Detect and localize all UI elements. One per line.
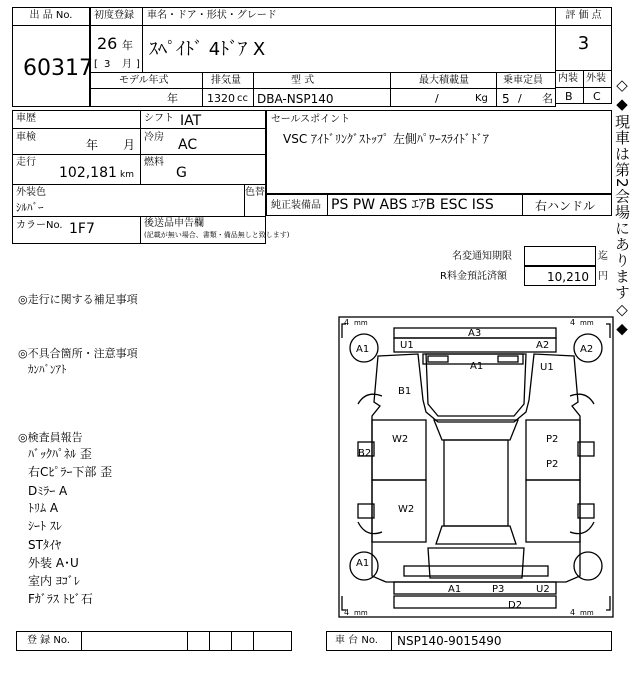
mark-u1-top: U1 — [400, 340, 414, 351]
first-reg-year: 26 — [97, 34, 118, 53]
genuine-box — [266, 194, 612, 216]
divider — [253, 73, 254, 106]
divider — [91, 88, 555, 89]
max-load-label: 最大積載量 — [419, 75, 469, 86]
tire-unit-rl: mm — [354, 609, 368, 617]
shift-label: シフト — [144, 113, 174, 124]
recycle-value: 10,210 — [547, 270, 589, 284]
right-front-door — [526, 420, 580, 480]
divider — [231, 632, 232, 650]
mark-b1: B1 — [398, 386, 412, 397]
divider — [556, 25, 611, 26]
mark-u1-fender: U1 — [540, 362, 554, 373]
score-box — [555, 7, 612, 104]
divider — [391, 632, 392, 650]
chassis-no-box — [326, 631, 612, 651]
ext-color-label: 外装色 — [16, 187, 46, 198]
divider — [202, 73, 203, 106]
first-reg-box — [90, 7, 143, 73]
car-name-box — [142, 7, 556, 73]
genuine-label: 純正装備品 — [271, 200, 321, 211]
inspector-line: STﾀｲﾔ — [28, 538, 61, 552]
fuel-value: G — [176, 165, 187, 181]
capacity-unit: 名 — [542, 92, 553, 105]
divider — [13, 184, 265, 185]
bracket-close: ] — [136, 59, 140, 70]
month-unit: 月 — [122, 59, 132, 70]
trunk — [428, 548, 524, 578]
tire-label-fr: 4 — [570, 318, 576, 327]
capacity-label: 乗車定員 — [503, 75, 543, 86]
fuel-label: 燃料 — [144, 157, 164, 168]
mark-a1-rl: A1 — [356, 558, 370, 569]
score-label: 評 価 点 — [565, 10, 602, 21]
mark-a2-top: A2 — [536, 340, 550, 351]
mileage-label: 走行 — [16, 157, 36, 168]
mark-p3-bottom: P3 — [492, 584, 505, 595]
chassis-value: NSP140-9015490 — [397, 634, 502, 648]
roof — [444, 440, 508, 526]
car-damage-diagram — [338, 316, 614, 618]
divider — [13, 216, 265, 217]
defects-title: ◎不具合箇所・注意事項 — [18, 347, 138, 360]
history-label: 車歴 — [16, 113, 36, 124]
rear-panel — [394, 582, 556, 594]
divider — [13, 154, 265, 155]
displacement-label: 排気量 — [211, 75, 241, 86]
mark-a2-fr: A2 — [580, 344, 594, 355]
inspection-label: 車検 — [16, 132, 36, 143]
tire-label-fl: 4 — [344, 318, 350, 327]
exterior-label: 外装 — [586, 73, 606, 84]
recycle-label: R料金預託済額 — [440, 271, 507, 282]
recycle-unit: 円 — [598, 271, 608, 282]
mark-b2: B2 — [358, 448, 372, 459]
post-doc-label: 後送品申告欄 — [144, 218, 204, 229]
front-panel — [394, 338, 556, 352]
divider — [143, 25, 555, 26]
first-reg-month: 3 — [104, 59, 111, 70]
divider — [390, 73, 391, 106]
mark-a1-fl: A1 — [356, 344, 370, 355]
divider — [140, 111, 141, 184]
model-year-label: モデル年式 — [119, 75, 169, 86]
reg-label: 登 録 No. — [27, 635, 70, 646]
ac-value: AC — [178, 137, 198, 153]
tire-rear-right — [574, 552, 602, 580]
rear-window — [436, 526, 516, 544]
color-no-value: 1F7 — [69, 221, 95, 237]
inspection-year-unit: 年 — [86, 138, 99, 152]
rear-lights — [404, 566, 548, 576]
bracket-open: [ — [94, 59, 98, 70]
sales-label: セールスポイント — [271, 114, 351, 125]
sales-box — [266, 110, 612, 194]
mark-d2-bottom: D2 — [508, 600, 523, 611]
mark-u2-bottom: U2 — [536, 584, 550, 595]
post-doc-note: (記載が無い場合、書類・備品無しと致します) — [144, 231, 290, 239]
inspection-month-unit: 月 — [123, 138, 136, 152]
capacity: 5 — [502, 92, 510, 106]
exterior-grade: C — [593, 90, 601, 103]
mileage-value: 102,181 — [59, 165, 117, 181]
recolor-label: 色替 — [245, 187, 265, 198]
max-load-unit: Kg — [475, 93, 488, 104]
left-front-door — [372, 420, 426, 480]
reg-no-box — [16, 631, 292, 651]
ac-label: 冷房 — [144, 132, 164, 143]
inspector-line: ﾄﾘﾑ A — [28, 501, 59, 515]
steering: 右ハンドル — [535, 199, 596, 213]
year-unit: 年 — [122, 39, 133, 52]
car-name-label: 車名・ドア・形状・グレード — [147, 10, 277, 21]
divider — [496, 73, 497, 106]
divider — [522, 195, 523, 215]
first-reg-label: 初度登録 — [94, 10, 134, 21]
model-label: 型 式 — [291, 75, 315, 86]
mark-a1-bottom: A1 — [448, 584, 462, 595]
mark-w2-left-front: W2 — [392, 434, 409, 445]
details-box — [12, 110, 290, 244]
color-no-label: カラーNo. — [16, 220, 63, 231]
ext-color-value: ｼﾙﾊﾞｰ — [16, 201, 44, 214]
displacement: 1320 — [207, 92, 235, 105]
recycle-value-box — [524, 266, 596, 286]
mark-p2-right-rear: P2 — [546, 459, 559, 470]
lot-box — [12, 7, 93, 107]
divider — [327, 195, 328, 215]
divider — [91, 25, 142, 26]
divider — [556, 87, 611, 88]
driving-notes-title: ◎走行に関する補足事項 — [18, 293, 138, 306]
rear-bumper — [394, 596, 556, 608]
displacement-unit: cc — [237, 93, 248, 104]
car-name: ｽﾍﾟｲﾄﾞ 4ﾄﾞｱ X — [149, 39, 266, 60]
mileage-unit: km — [120, 170, 134, 180]
chassis-label: 車 台 No. — [335, 635, 378, 646]
inspector-line: Fｶﾞﾗｽ ﾄﾋﾞ石 — [28, 592, 93, 606]
interior-grade: B — [565, 90, 573, 103]
tire-label-rr: 4 — [570, 608, 576, 617]
transfer-unit: 迄 — [598, 251, 608, 262]
location-notice-text: ◇◆現車は第2会場にあります◇◆ — [613, 76, 631, 339]
spec-box — [90, 72, 556, 107]
inspector-title: ◎検査員報告 — [18, 431, 83, 444]
capacity-sep: / — [518, 92, 522, 105]
tire-label-rl: 4 — [344, 608, 350, 617]
inspector-line: ｼｰﾄ ｽﾚ — [28, 519, 62, 533]
divider — [187, 632, 188, 650]
mark-a1-hood: A1 — [470, 361, 484, 372]
score: 3 — [577, 33, 590, 54]
divider — [81, 632, 82, 650]
divider — [253, 632, 254, 650]
divider — [209, 632, 210, 650]
tire-unit-rr: mm — [580, 609, 594, 617]
interior-label: 内装 — [558, 73, 578, 84]
lot-number: 60317 — [23, 56, 93, 81]
mark-a3-top: A3 — [468, 328, 482, 339]
model-code: DBA-NSP140 — [257, 92, 334, 106]
mark-w2-left-rear: W2 — [398, 504, 415, 515]
model-year-unit: 年 — [167, 92, 178, 105]
inspector-line: ﾊﾞｯｸﾊﾟﾈﾙ 歪 — [28, 447, 92, 461]
divider — [140, 216, 141, 243]
inspector-line: Dﾐﾗｰ A — [28, 484, 68, 498]
inspector-line: 室内 ﾖｺﾞﾚ — [28, 574, 80, 588]
divider — [13, 25, 89, 26]
inspector-line: 右Cﾋﾟﾗｰ下部 歪 — [28, 465, 113, 479]
tire-unit-fr: mm — [580, 319, 594, 327]
divider — [13, 128, 265, 129]
genuine-items: PS PW ABS ｴｱB ESC ISS — [331, 197, 494, 213]
inspector-line: 外装 A･U — [28, 556, 79, 570]
transfer-label: 名変通知期限 — [452, 251, 512, 262]
defects-line: ｶﾝﾊﾞﾝｱﾄ — [28, 363, 67, 376]
mark-p2-right-front: P2 — [546, 434, 559, 445]
windshield — [434, 420, 518, 440]
location-notice — [612, 76, 632, 376]
tire-unit-fl: mm — [354, 319, 368, 327]
shift-value: IAT — [180, 113, 202, 129]
sales-text: VSC ｱｲﾄﾞﾘﾝｸﾞｽﾄｯﾌﾟ 左側ﾊﾟﾜｰｽﾗｲﾄﾞﾄﾞｱ — [283, 132, 489, 146]
max-load-value: / — [435, 92, 439, 105]
transfer-value-box — [524, 246, 596, 266]
lot-label: 出 品 No. — [29, 10, 73, 21]
